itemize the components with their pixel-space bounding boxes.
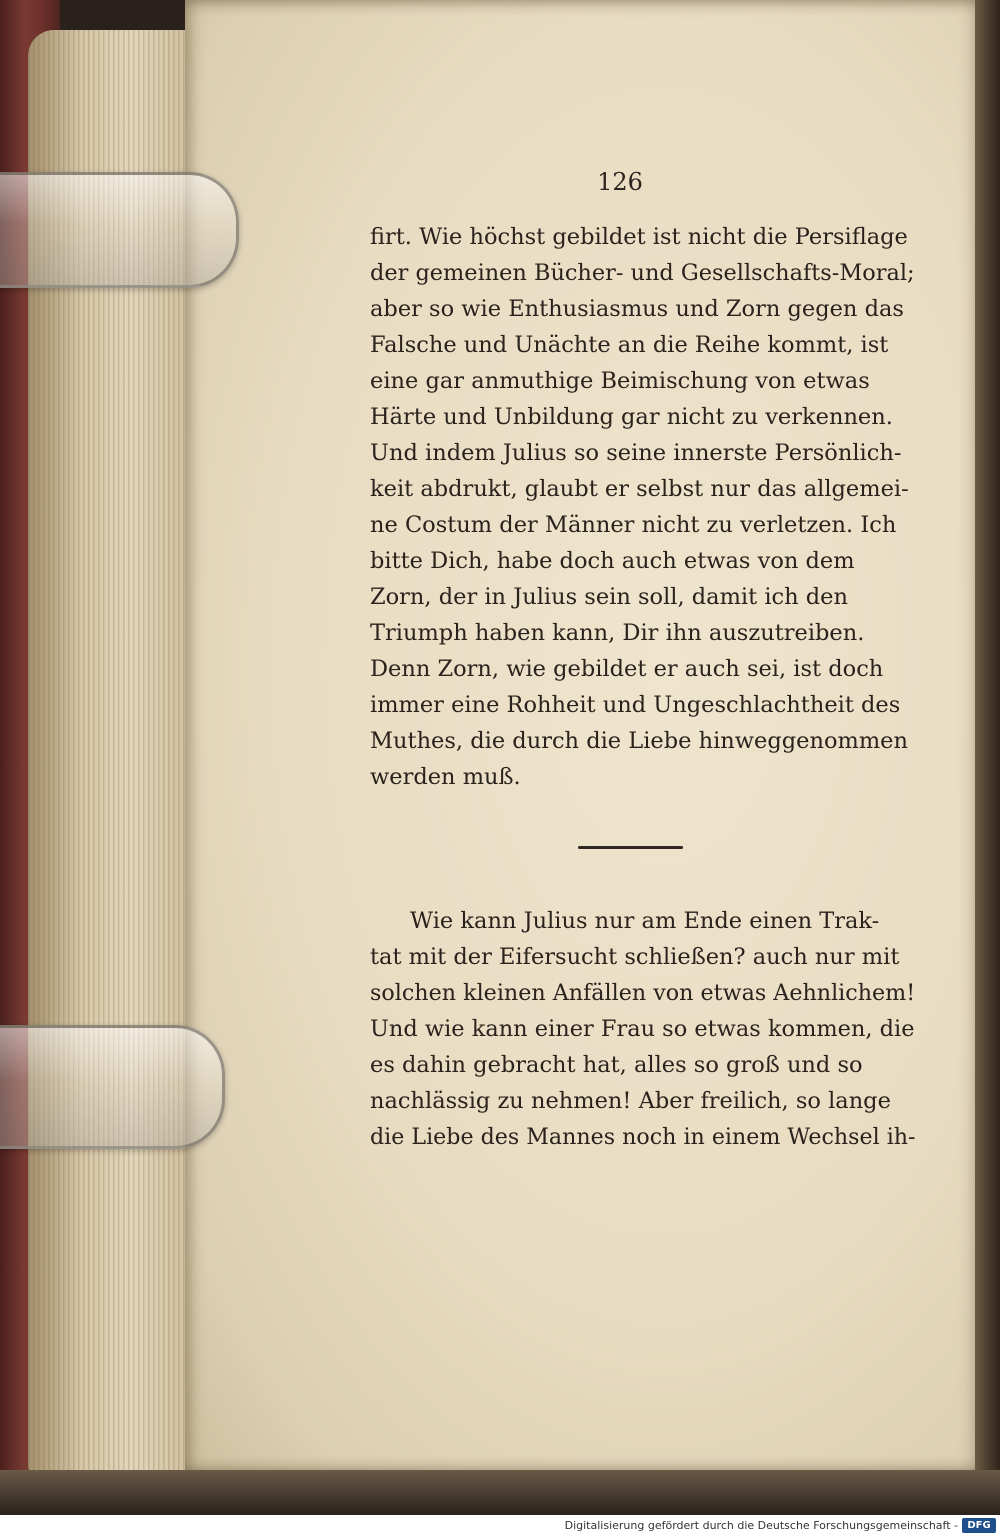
gutter-shadow [975, 0, 1000, 1510]
text-line: Wie kann Julius nur am Ende einen Trak- [410, 908, 880, 934]
text-line: keit abdrukt, glaubt er selbst nur das allgemei- [370, 476, 909, 502]
page-clip-bottom [0, 1025, 225, 1149]
page-number: 126 [597, 168, 643, 196]
text-line: Und indem Julius so seine innerste Persönlich- [370, 440, 902, 466]
text-line: eine gar anmuthige Beimischung von etwas [370, 368, 870, 394]
text-line: Und wie kann einer Frau so etwas kommen, die [370, 1016, 915, 1042]
dfg-logo: DFG [962, 1518, 996, 1533]
section-divider [578, 846, 683, 849]
text-line: nachlässig zu nehmen! Aber freilich, so lange [370, 1088, 891, 1114]
text-line: Härte und Unbildung gar nicht zu verkennen. [370, 404, 893, 430]
page-clip-top [0, 172, 239, 288]
text-line: Muthes, die durch die Liebe hinweggenommen [370, 728, 908, 754]
text-line: solchen kleinen Anfällen von etwas Aehnlichem! [370, 980, 916, 1006]
text-line: Falsche und Unächte an die Reihe kommt, ist [370, 332, 889, 358]
text-line: tat mit der Eifersucht schließen? auch nur mit [370, 944, 900, 970]
funding-credit: Digitalisierung gefördert durch die Deutsche Forschungsgemeinschaft - [564, 1519, 958, 1532]
text-line: Zorn, der in Julius sein soll, damit ich den [370, 584, 848, 610]
text-line: ne Costum der Männer nicht zu verletzen. Ich [370, 512, 897, 538]
text-line: aber so wie Enthusiasmus und Zorn gegen das [370, 296, 904, 322]
text-line: werden muß. [370, 764, 521, 790]
text-line: die Liebe des Mannes noch in einem Wechsel ih- [370, 1124, 916, 1150]
text-line: Triumph haben kann, Dir ihn auszutreiben. [370, 620, 865, 646]
text-line: der gemeinen Bücher- und Gesellschafts-Moral; [370, 260, 915, 286]
text-line: immer eine Rohheit und Ungeschlachtheit des [370, 692, 901, 718]
text-line: Denn Zorn, wie gebildet er auch sei, ist doch [370, 656, 884, 682]
text-line: firt. Wie höchst gebildet ist nicht die Persiflage [370, 224, 908, 250]
bottom-shadow [0, 1470, 1000, 1515]
text-line: es dahin gebracht hat, alles so groß und so [370, 1052, 863, 1078]
text-line: bitte Dich, habe doch auch etwas von dem [370, 548, 855, 574]
